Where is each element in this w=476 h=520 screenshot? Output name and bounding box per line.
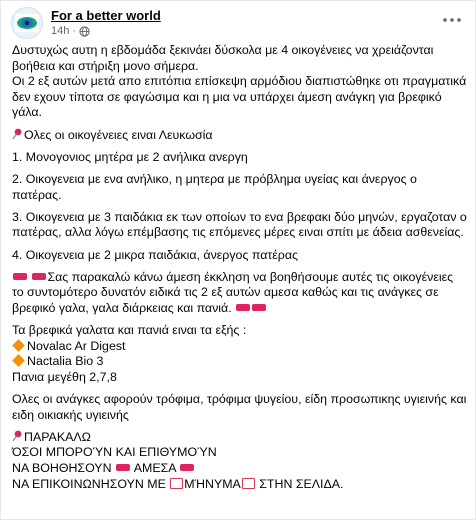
family-item-2: 2. Οικογενεια με ενα ανήλικο, η μητερα με πρόβλημα υγείας και άνεργος ο πατέρας. bbox=[12, 171, 417, 202]
milk-item-2: Nactalia Bio 3 bbox=[27, 354, 104, 369]
sos-icon bbox=[116, 464, 130, 471]
envelope-icon bbox=[170, 478, 183, 489]
globe-icon bbox=[79, 26, 90, 37]
location-text: Ολες οι οικογένειες ειναι Λευκωσία bbox=[24, 127, 213, 142]
cta-on-page: ΣΤΗΝ ΣΕΛΙΔΑ. bbox=[259, 476, 344, 491]
sos-icon bbox=[252, 304, 266, 311]
appeal-text: Σας παρακαλώ κάνω άμεση έκκληση να βοηθήσουμε αυτές τις οικογένειες το συντομότερο δυνατόν ειδικά τις 2 εξ αυτών αμεσα καθώς και τις ανάγκες σε βρεφικό γαλα, γαλα διάρκειας και πανιά. bbox=[12, 269, 454, 315]
family-item-4: 4. Οικογενεια με 2 μικρα παιδάκια, άνεργος πατέρας bbox=[12, 247, 298, 262]
orange-diamond-icon bbox=[12, 354, 25, 367]
more-dots-icon bbox=[443, 18, 461, 22]
cta-message: ΜΉΝΥΜΑ bbox=[184, 476, 241, 491]
sos-icon bbox=[32, 273, 46, 280]
orange-diamond-icon bbox=[12, 339, 25, 352]
post-body bbox=[12, 43, 467, 492]
post-timestamp[interactable]: 14h bbox=[51, 25, 70, 37]
post-header: For a better world 14h · bbox=[11, 7, 161, 39]
cta-please: ΠΑΡΑΚΑΛΩ bbox=[24, 429, 91, 444]
cta-help: ΝΑ ΒΟΗΘΗΣΟΥΝ bbox=[12, 461, 112, 475]
cta-contact: ΝΑ ΕΠΙΚΟΙΝΩΝΗΣΟΥΝ ΜΕ bbox=[12, 476, 166, 491]
cta-who-can: ΌΣΟΙ ΜΠΟΡΟΎΝ ΚΑΙ ΕΠΙΘΥΜΟΎΝ bbox=[12, 445, 217, 460]
family-item-1: 1. Μονογονιος μητέρα με 2 ανήλικα ανεργη bbox=[12, 149, 248, 164]
sos-icon bbox=[13, 273, 27, 280]
page-avatar[interactable] bbox=[11, 7, 43, 39]
envelope-icon bbox=[242, 478, 255, 489]
eye-logo-icon bbox=[15, 13, 39, 33]
pushpin-icon bbox=[12, 128, 23, 140]
needs-text: Ολες οι ανάγκες αφορούν τρόφιμα, τρόφιμα ψυγείου, είδη προσωπικης υγιεινής και ειδη οικιακής υγιεινής bbox=[12, 392, 467, 422]
pushpin-icon bbox=[12, 430, 23, 442]
intro-text-2: Οι 2 εξ αυτών μετά απο επιτόπια επίσκεψη αρμόδιου διαπιστώθηκε οτι πραγματικά δεν εχουν τίποτα σε φαγώσιμα και η μια να υπάρχει άμεση ανάγκη για βρεφικό γάλα. bbox=[12, 74, 467, 120]
page-name-link[interactable]: For a better world bbox=[51, 8, 161, 23]
intro-text: Δυστυχώς αυτη η εβδομάδα ξεκινάει δύσκολα με 4 οικογένειες να χρειάζονται βοήθεια και στήριξη μονο σήμερα. bbox=[12, 43, 434, 73]
sos-icon bbox=[180, 464, 194, 471]
milk-heading: Τα βρεφικά γαλατα και πανιά ειναι τα εξής : bbox=[12, 323, 247, 338]
sos-icon bbox=[236, 304, 250, 311]
cta-immediately: ΑΜΕΣΑ bbox=[133, 461, 176, 475]
family-item-3: 3. Οικογενεια με 3 παιδάκια εκ των οποίων το ενα βρεφακι δύο μηνών, εργαζοταν ο πατέρας, αλλα λόγω επέμβασης τις επόμενες μέρες ειναι σπίτι με άδεια ασθενείας. bbox=[12, 209, 467, 240]
milk-item-1: Novalac Ar Digest bbox=[27, 338, 126, 353]
diaper-sizes: Πανια μεγέθη 2,7,8 bbox=[12, 369, 117, 384]
more-options-button[interactable] bbox=[439, 11, 465, 29]
